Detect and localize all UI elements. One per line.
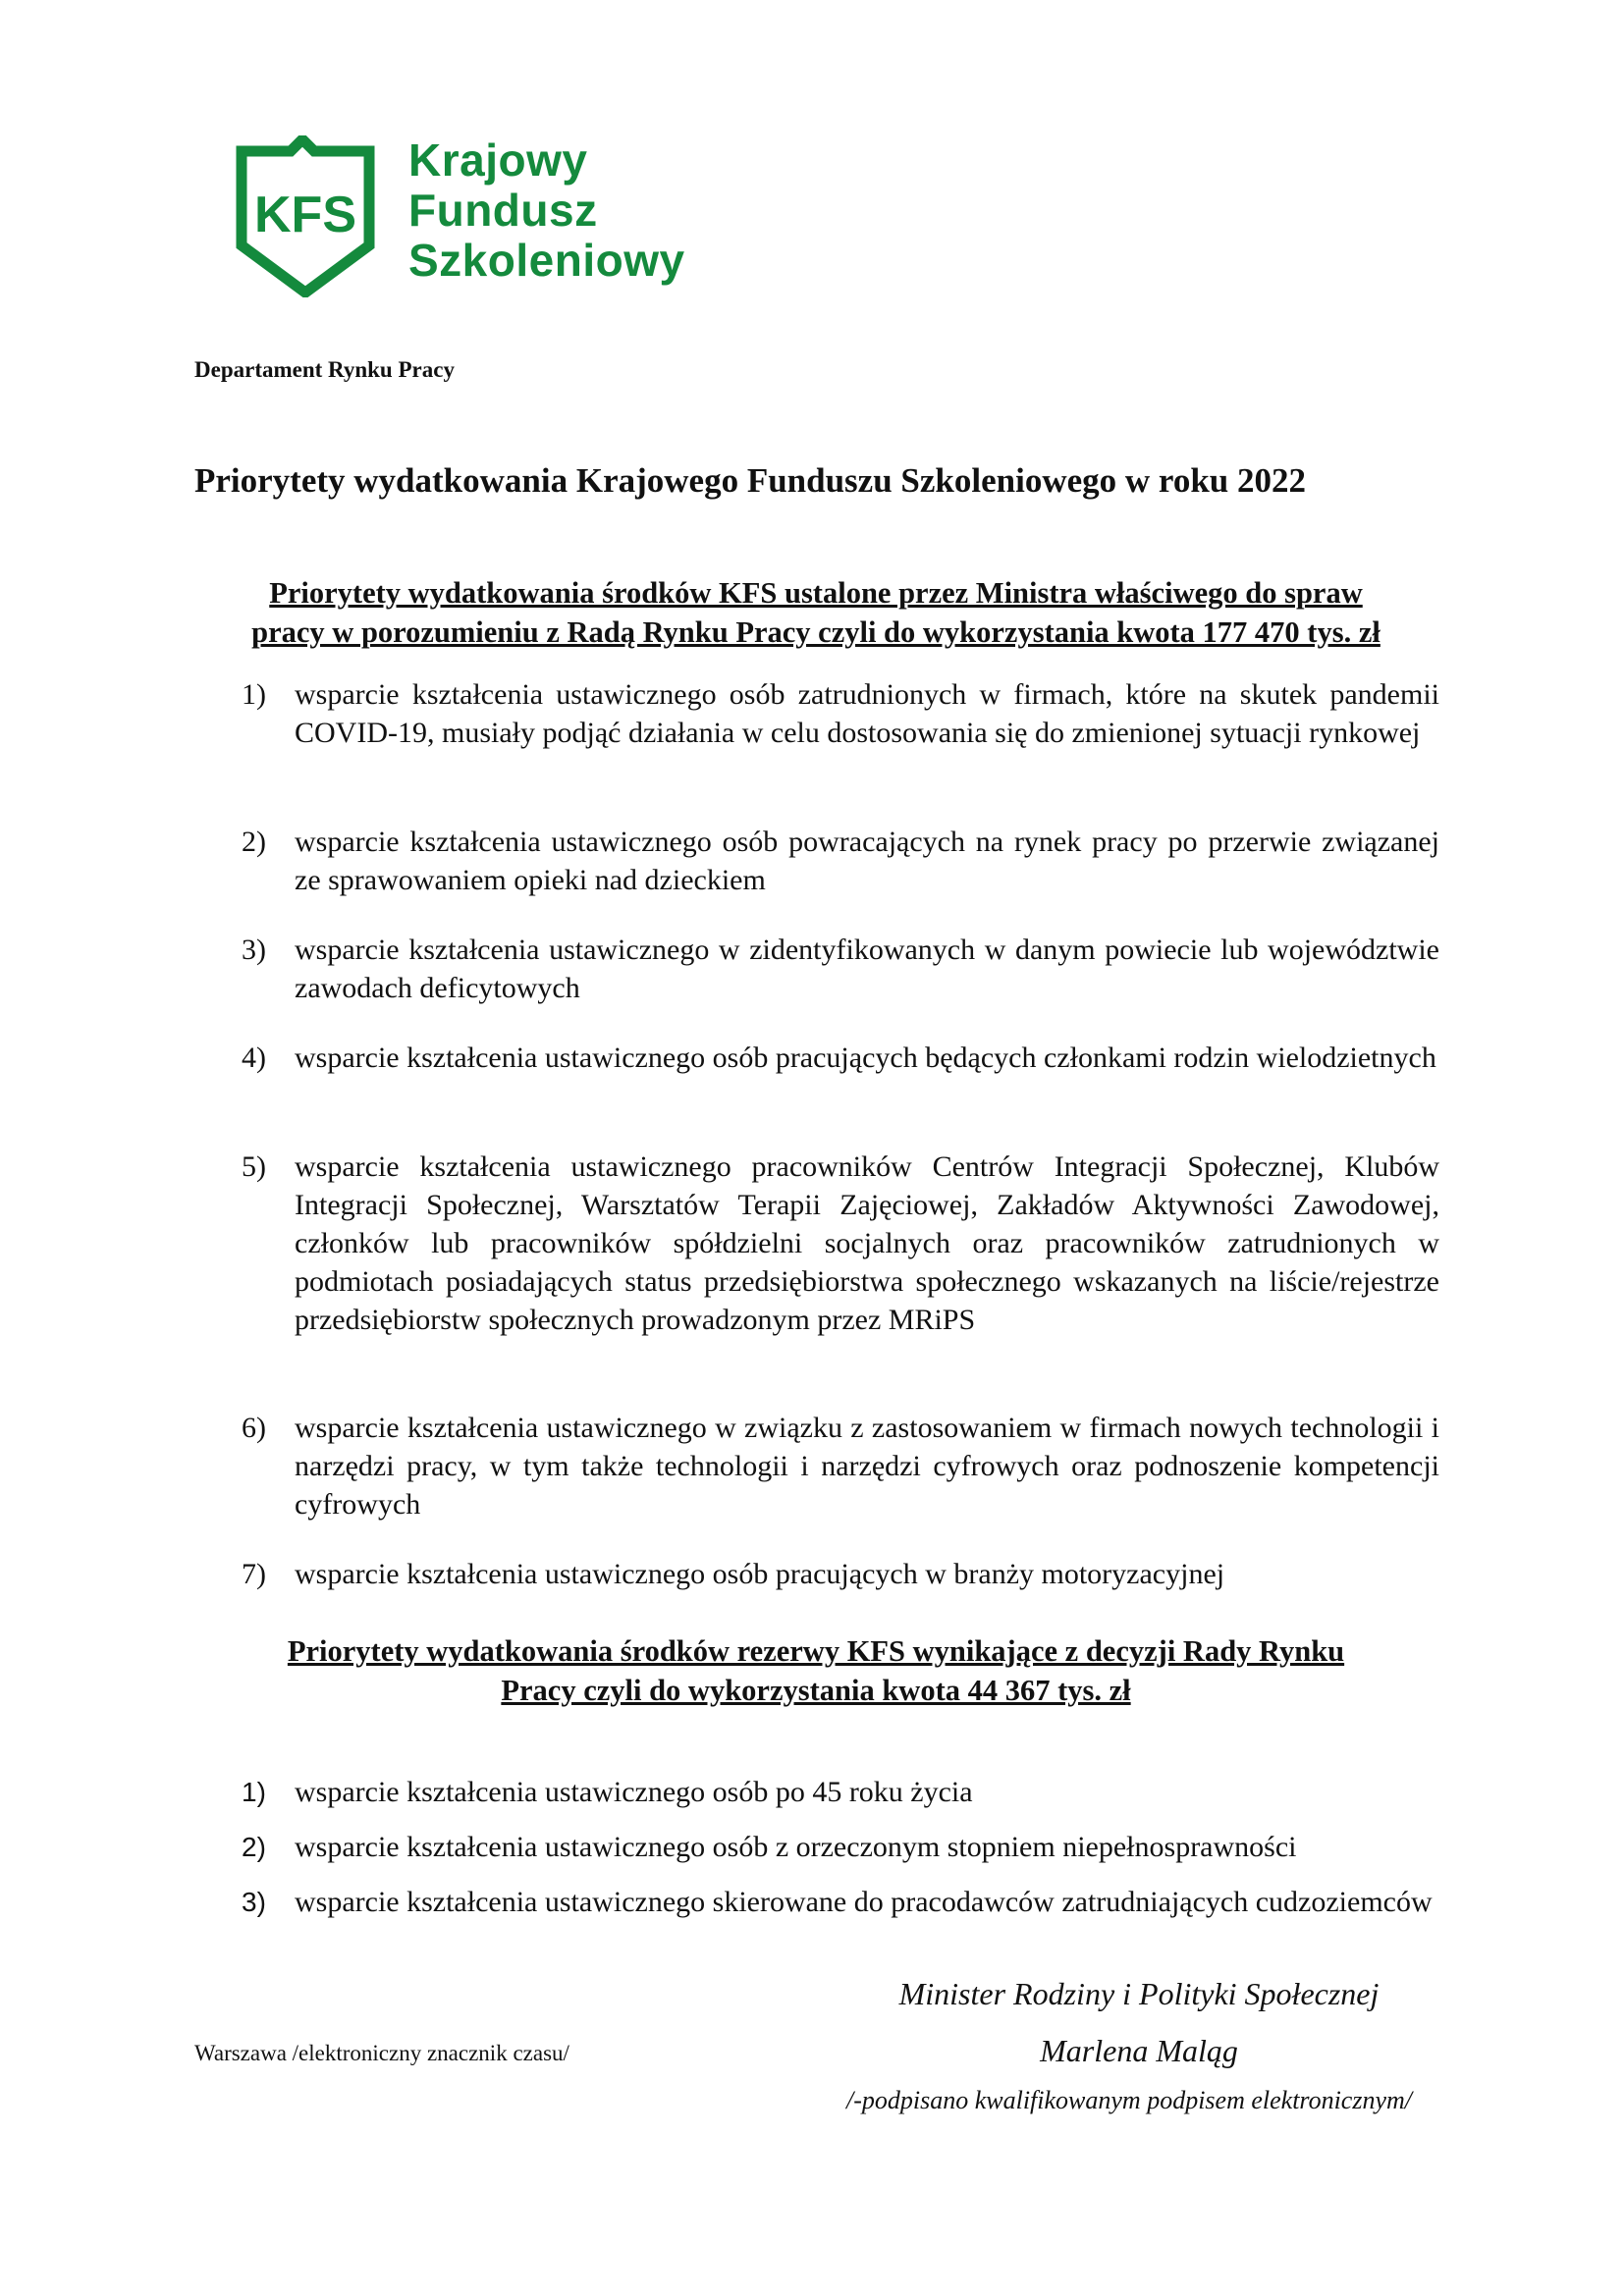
list-item-text: wsparcie kształcenia ustawicznego osób powracających na rynek pracy po przerwie związanej ze sprawowaniem opieki nad dzieckiem bbox=[295, 826, 1439, 896]
list-item-text: wsparcie kształcenia ustawicznego osób po 45 roku życia bbox=[295, 1776, 973, 1808]
logo-line-1: Krajowy bbox=[408, 134, 588, 186]
section-1-heading-line-2: pracy w porozumieniu z Radą Rynku Pracy czyli do wykorzystania kwota 177 470 tys. zł bbox=[251, 615, 1380, 649]
list-item-text: wsparcie kształcenia ustawicznego osób pracujących będących członkami rodzin wielodzietnych bbox=[295, 1041, 1436, 1074]
signature-note: /-podpisano kwalifikowanym podpisem elektronicznym/ bbox=[846, 2086, 1412, 2114]
list-item-text: wsparcie kształcenia ustawicznego w zidentyfikowanych w danym powiecie lub województwie zawodach deficytowych bbox=[295, 934, 1439, 1004]
list-item-text: wsparcie kształcenia ustawicznego osób z orzeczonym stopniem niepełnosprawności bbox=[295, 1831, 1297, 1863]
section-1-heading bbox=[194, 573, 1437, 652]
section-2-heading-line-1: Priorytety wydatkowania środków rezerwy KFS wynikające z decyzji Rady Rynku bbox=[287, 1634, 1345, 1668]
list-item-text: wsparcie kształcenia ustawicznego osób pracujących w branży motoryzacyjnej bbox=[295, 1558, 1225, 1590]
place-and-timestamp: Warszawa /elektroniczny znacznik czasu/ bbox=[194, 2041, 569, 2065]
logo-wordmark bbox=[408, 135, 685, 286]
list-item-number: 3) bbox=[242, 934, 266, 966]
list-item-number: 7) bbox=[242, 1558, 266, 1590]
list-item-number: 1) bbox=[242, 1777, 266, 1807]
list-item-number: 2) bbox=[242, 1832, 266, 1862]
department-name: Departament Rynku Pracy bbox=[194, 357, 455, 382]
logo-line-2: Fundusz bbox=[408, 185, 598, 236]
page-title: Priorytety wydatkowania Krajowego Funduszu Szkoleniowego w roku 2022 bbox=[194, 461, 1307, 500]
signatory-title: Minister Rodziny i Polityki Społecznej bbox=[898, 1976, 1380, 2011]
list-item-number: 6) bbox=[242, 1412, 266, 1444]
section-1-heading-line-1: Priorytety wydatkowania środków KFS ustalone przez Ministra właściwego do spraw bbox=[269, 576, 1363, 610]
list-item-text: wsparcie kształcenia ustawicznego pracowników Centrów Integracji Społecznej, Klubów Integracji Społecznej, Warsztatów Terapii Zajęciowej, Zakładów Aktywności Zawodowej, członków lub pracowników spółdzielni socjalnych oraz pracowników zatrudnionych w podmiotach posiadających status przedsiębiorstwa społecznego wskazanych na liście/rejestrze przedsiębiorstw społecznych prowadzonym przez MRiPS bbox=[295, 1150, 1439, 1336]
list-item-number: 3) bbox=[242, 1887, 266, 1917]
list-item-number: 2) bbox=[242, 826, 266, 858]
list-item-text: wsparcie kształcenia ustawicznego w związku z zastosowaniem w firmach nowych technologii i narzędzi pracy, w tym także technologii i narzędzi cyfrowych oraz podnoszenie kompetencji cyfrowych bbox=[295, 1412, 1439, 1521]
signatory-name: Marlena Maląg bbox=[1040, 2033, 1238, 2068]
list-item-text: wsparcie kształcenia ustawicznego skierowane do pracodawców zatrudniających cudzoziemców bbox=[295, 1886, 1433, 1918]
section-2-heading-line-2: Pracy czyli do wykorzystania kwota 44 367 tys. zł bbox=[501, 1674, 1131, 1707]
list-item-number: 4) bbox=[242, 1041, 266, 1074]
kfs-logo bbox=[232, 135, 703, 302]
kfs-shield-icon bbox=[232, 135, 379, 297]
list-item-text: wsparcie kształcenia ustawicznego osób zatrudnionych w firmach, które na skutek pandemii COVID-19, musiały podjąć działania w celu dostosowania się do zmienionej sytuacji rynkowej bbox=[295, 678, 1439, 749]
kfs-mark: KFS bbox=[254, 187, 356, 243]
list-item-number: 5) bbox=[242, 1150, 266, 1183]
section-2-heading bbox=[194, 1631, 1437, 1710]
logo-line-3: Szkoleniowy bbox=[408, 235, 685, 286]
list-item-number: 1) bbox=[242, 678, 266, 711]
